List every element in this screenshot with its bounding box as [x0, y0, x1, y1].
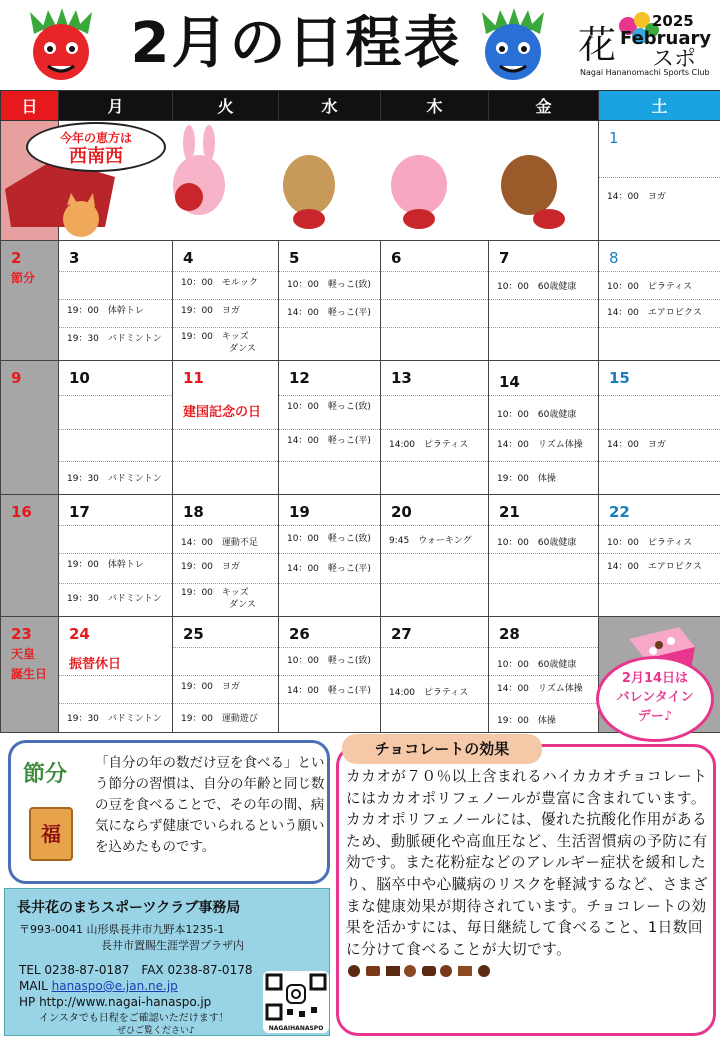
- event-item: 14：00 ヨガ: [607, 440, 666, 450]
- day-number: 19: [289, 503, 310, 521]
- instagram-note-2: ぜひご覧ください♪: [117, 1026, 195, 1036]
- valentine-bubble: [596, 656, 714, 742]
- day-cell-12: [279, 361, 381, 495]
- header: [0, 0, 720, 90]
- logo-month: February: [620, 28, 712, 49]
- weekday-sun: 日: [1, 91, 59, 121]
- event-item: 9:45 ウォーキング: [389, 536, 472, 546]
- day-cell-1: [599, 121, 720, 241]
- logo-kanji: 花: [578, 23, 617, 67]
- day-cell-15: [599, 361, 720, 495]
- logo-year: 2025: [652, 12, 694, 30]
- day-number: 16: [11, 503, 32, 521]
- setsubun-box: [8, 740, 330, 884]
- day-number: 22: [609, 503, 630, 521]
- day-cell-3: [59, 241, 173, 361]
- event-item: 19：00 ヨガ: [181, 562, 240, 572]
- day-number: 10: [69, 369, 90, 387]
- oni-animal-illustration: [159, 123, 589, 241]
- chocolate-title: チョコレートの効果: [342, 734, 542, 764]
- event-item: 19：30 バドミントン: [67, 474, 162, 484]
- event-item: 14:00 ピラティス: [389, 440, 469, 450]
- fukumasu-icon: 福: [29, 807, 73, 861]
- event-item: 10：00 ピラティス: [607, 538, 693, 548]
- day-cell-9: [1, 361, 59, 495]
- weekday-mon: 月: [59, 91, 173, 121]
- chocolate-body: カカオが７０％以上含まれるハイカカオチョコレートにはカカオポリフェノールが豊富に含まれています。カカオポリフェノールには、優れた抗酸化作用があるため、動脈硬化や高血圧など、生活習慣病の予防に有効です。また花粉症などのアレルギー症状を緩和したり、脳卒中や心臓病のリスクを軽減するなど、さまざまな健康効果が期待されています。チョコレートの効果を活かすには、毎日継続して食べること、1日数回に分けて食べることが大切です。: [346, 768, 708, 958]
- page-title: 2月の日程表: [130, 11, 462, 76]
- office-info-box: [4, 888, 330, 1036]
- office-address: 〒993-0041 山形県長井市九野本1235-1: [19, 923, 225, 936]
- event-item: 14：00 軽っこ(平): [287, 564, 371, 574]
- day-number: 3: [69, 249, 80, 267]
- holiday-note: 天皇: [11, 647, 36, 661]
- office-title: 長井花のまちスポーツクラブ事務局: [17, 900, 241, 916]
- ehou-direction: 西南西: [69, 146, 123, 167]
- holiday-note: 誕生日: [11, 667, 48, 681]
- day-cell-27: [381, 617, 489, 733]
- event-item: 10：00 60歳健康: [497, 660, 577, 670]
- week-row-2: [1, 361, 720, 495]
- event-item: 19：00 キッズ: [181, 332, 249, 342]
- event-item: 19：00 キッズ: [181, 588, 249, 598]
- day-cell-11: [173, 361, 279, 495]
- event-item: 10：00 軽っこ(致): [287, 402, 371, 412]
- week-row-1: [1, 241, 720, 361]
- event-item: 19：00 ヨガ: [181, 306, 240, 316]
- day-cell-20: [381, 495, 489, 617]
- weekday-wed: 水: [279, 91, 381, 121]
- qr-code-icon: [263, 971, 329, 1023]
- instagram-qr-code[interactable]: [263, 971, 329, 1033]
- event-item: 19：30 バドミントン: [67, 594, 162, 604]
- event-item: 19：00 体幹トレ: [67, 306, 144, 316]
- day-cell-13: [381, 361, 489, 495]
- day-cell-19: [279, 495, 381, 617]
- valentine-line: 2月14日は: [621, 671, 689, 686]
- day-number: 5: [289, 249, 300, 267]
- event-item: 19：00 ヨガ: [181, 682, 240, 692]
- day-number: 12: [289, 369, 310, 387]
- day-cell-28: [489, 617, 599, 733]
- day-cell-23: [1, 617, 59, 733]
- event-item-continued: ダンス: [229, 344, 256, 354]
- event-item: 14：00 運動不足: [181, 538, 258, 548]
- day-cell-17: [59, 495, 173, 617]
- day-cell-14: [489, 361, 599, 495]
- mail-link[interactable]: hanaspo@e.jan.ne.jp: [51, 979, 178, 993]
- event-item: 10：00 軽っこ(致): [287, 280, 371, 290]
- office-website[interactable]: HP http://www.nagai-hanaspo.jp: [19, 995, 212, 1009]
- day-number: 28: [499, 625, 520, 643]
- instagram-note: インスタでも日程をご確認いただけます！: [39, 1013, 229, 1024]
- logo-supo: スポ: [652, 47, 697, 72]
- day-cell-21: [489, 495, 599, 617]
- event-item: 10：00 ピラティス: [607, 282, 693, 292]
- day-cell-5: [279, 241, 381, 361]
- event-item: 14：00 リズム体操: [497, 440, 583, 450]
- day-number: 9: [11, 369, 22, 387]
- day-number: 4: [183, 249, 194, 267]
- holiday-label: 振替休日: [69, 657, 122, 672]
- club-logo: [576, 8, 716, 84]
- mail-label: MAIL: [19, 979, 52, 993]
- day-number: 8: [609, 249, 619, 267]
- event-item: 14：00 軽っこ(平): [287, 686, 371, 696]
- event-item: 19：00 体幹トレ: [67, 560, 144, 570]
- weekday-thu: 木: [381, 91, 489, 121]
- event-item: 10：00 軽っこ(致): [287, 656, 371, 666]
- day-cell-6: [381, 241, 489, 361]
- day-number: 21: [499, 503, 520, 521]
- day-number: 7: [499, 249, 510, 267]
- office-mail: [19, 979, 178, 993]
- day-number: 1: [609, 129, 619, 147]
- blue-oni-icon: [478, 6, 548, 84]
- day-number: 27: [391, 625, 412, 643]
- event-item-continued: ダンス: [229, 600, 256, 610]
- day-cell-22: [599, 495, 720, 617]
- day-number: 14: [499, 373, 520, 391]
- day-cell-26: [279, 617, 381, 733]
- holiday-note: 節分: [11, 271, 36, 285]
- chocolate-icons: [346, 963, 498, 979]
- day-number: 17: [69, 503, 90, 521]
- chocolate-text: [346, 766, 712, 982]
- valentine-line: バレンタイン: [616, 690, 694, 705]
- event-item: 10：00 軽っこ(致): [287, 534, 371, 544]
- qr-label: NAGAIHANASPO: [268, 1025, 324, 1032]
- valentine-line: デー♪: [637, 709, 673, 724]
- day-number: 11: [183, 369, 204, 387]
- red-oni-icon: [26, 6, 96, 84]
- weekday-sat: 土: [599, 91, 720, 121]
- setsubun-label: 節分: [23, 762, 68, 787]
- event-item: 14：00 エアロビクス: [607, 562, 702, 572]
- event-item: 19：30 バドミントン: [67, 714, 162, 724]
- day-number: 2: [11, 249, 22, 267]
- day-cell-7: [489, 241, 599, 361]
- day-cell-25: [173, 617, 279, 733]
- ehou-bubble: [26, 122, 166, 172]
- event-item: 10：00 60歳健康: [497, 538, 577, 548]
- event-item: 14：00 リズム体操: [497, 684, 583, 694]
- event-item: 14:00 ピラティス: [389, 688, 469, 698]
- day-cell-2: [1, 241, 59, 361]
- day-cell-4: [173, 241, 279, 361]
- office-address-building: 長井市置賜生涯学習プラザ内: [101, 939, 244, 952]
- day-number: 23: [11, 625, 32, 643]
- week-row-3: [1, 495, 720, 617]
- day-number: 26: [289, 625, 310, 643]
- event-item: 14：00 軽っこ(平): [287, 436, 371, 446]
- event-item: 14：00 エアロビクス: [607, 308, 702, 318]
- event-item: 14：00 軽っこ(平): [287, 308, 371, 318]
- event-item: 10：00 モルック: [181, 278, 258, 288]
- day-number: 13: [391, 369, 412, 387]
- event-item: 19：30 バドミントン: [67, 334, 162, 344]
- day-number: 24: [69, 625, 90, 643]
- logo-club-name: Nagai Hananomachi Sports Club: [580, 68, 710, 77]
- office-tel-fax: TEL 0238-87-0187 FAX 0238-87-0178: [19, 963, 253, 977]
- weekday-header-row: [1, 91, 720, 121]
- day-cell-16: [1, 495, 59, 617]
- weekday-fri: 金: [489, 91, 599, 121]
- weekday-tue: 火: [173, 91, 279, 121]
- holiday-label: 建国記念の日: [183, 405, 262, 420]
- day-number: 6: [391, 249, 402, 267]
- day-number: 25: [183, 625, 204, 643]
- event-item: 19：00 運動遊び: [181, 714, 258, 724]
- day-number: 15: [609, 369, 630, 387]
- event-item: 19：00 体操: [497, 716, 556, 726]
- day-cell-10: [59, 361, 173, 495]
- setsubun-text: 「自分の年の数だけ豆を食べる」という節分の習慣は、自分の年齢と同じ数の豆を食べることで、その年の間、病気にならず健康でいられるという願いを込めたものです。: [95, 755, 325, 855]
- day-number: 20: [391, 503, 412, 521]
- event-item: 10：00 60歳健康: [497, 282, 577, 292]
- day-cell-24: [59, 617, 173, 733]
- event-item: 10：00 60歳健康: [497, 410, 577, 420]
- day-cell-18: [173, 495, 279, 617]
- event-item: 19：00 体操: [497, 474, 556, 484]
- event-item: 14：00 ヨガ: [607, 192, 666, 202]
- calendar-table: [0, 90, 720, 733]
- day-cell-8: [599, 241, 720, 361]
- day-number: 18: [183, 503, 204, 521]
- ehou-label: 今年の恵方は: [59, 131, 132, 145]
